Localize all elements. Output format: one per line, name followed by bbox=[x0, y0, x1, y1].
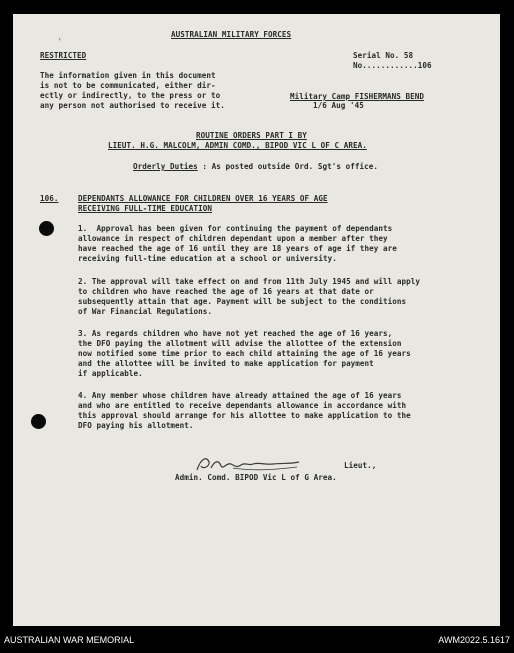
paragraph-line: 4. Any member whose children have already attained the age of 16 years bbox=[78, 391, 402, 400]
item-title-2: RECEIVING FULL-TIME EDUCATION bbox=[78, 204, 213, 213]
paragraph-line: the DFO paying the allotment will advise the allottee of the extension bbox=[78, 339, 402, 348]
paragraph-line: if applicable. bbox=[78, 369, 143, 378]
paragraph-line: 1. Approval has been given for continuing the payment of dependants bbox=[78, 224, 393, 233]
serial-number: Serial No. 58 bbox=[353, 51, 414, 60]
document-page bbox=[13, 14, 500, 626]
archive-footer bbox=[0, 627, 514, 653]
notice-line: ectly or indirectly, to the press or to bbox=[40, 91, 221, 100]
paragraph-line: subsequently attain that age. Payment will be subject to the conditions bbox=[78, 297, 407, 306]
title-line-1: ROUTINE ORDERS PART I BY bbox=[196, 131, 307, 140]
paragraph-line: and the allottee will be invited to make application for payment bbox=[78, 359, 374, 368]
header: AUSTRALIAN MILITARY FORCES bbox=[171, 30, 292, 39]
paragraph-line: this approval should arrange for his allottee to make application to the bbox=[78, 411, 411, 420]
footer-catalogue-id: AWM2022.5.1617 bbox=[438, 635, 510, 645]
notice-line: The information given in this document bbox=[40, 71, 216, 80]
punch-hole bbox=[39, 221, 54, 236]
signatory-title: Admin. Comd. BIPOD Vic L of G Area. bbox=[175, 473, 337, 482]
signatory-rank: Lieut., bbox=[344, 461, 377, 470]
notice-line: any person not authorised to receive it. bbox=[40, 101, 225, 110]
camp-name: Military Camp FISHERMANS BEND bbox=[290, 92, 425, 101]
paragraph-line: to children who have reached the age of 16 years at that date or bbox=[78, 287, 374, 296]
paragraph-line: 2. The approval will take effect on and from 11th July 1945 and will apply bbox=[78, 277, 421, 286]
paragraph-line: DFO paying his allotment. bbox=[78, 421, 194, 430]
paragraph-line: 3. As regards children who have not yet reached the age of 16 years, bbox=[78, 329, 393, 338]
title-line-2: LIEUT. H.G. MALCOLM, ADMIN COMD., BIPOD VIC L OF C AREA. bbox=[108, 141, 367, 150]
paragraph-line: have reached the age of 16 until they are 18 years of age if they are bbox=[78, 244, 397, 253]
notice-line: is not to be communicated, either dir- bbox=[40, 81, 216, 90]
paragraph-line: and who are entitled to receive dependants allowance in accordance with bbox=[78, 401, 407, 410]
punch-hole bbox=[31, 414, 46, 429]
paragraph-line: of War Financial Regulations. bbox=[78, 307, 213, 316]
item-title-1: DEPENDANTS ALLOWANCE FOR CHILDREN OVER 16 YEARS OF AGE bbox=[78, 194, 328, 203]
item-number: 106. bbox=[40, 194, 59, 203]
orderly-value: : As posted outside Ord. Sgt's office. bbox=[202, 162, 378, 171]
document-number: No............106 bbox=[353, 61, 432, 70]
pencil-mark: ‹ bbox=[58, 36, 62, 43]
paragraph-line: receiving full-time education at a school or university. bbox=[78, 254, 337, 263]
restricted-label: RESTRICTED bbox=[40, 51, 87, 60]
orderly-label: Orderly Duties bbox=[133, 162, 198, 171]
orderly-duties bbox=[133, 162, 378, 173]
paragraph-line: allowance in respect of children dependant upon a member after they bbox=[78, 234, 388, 243]
footer-source: AUSTRALIAN WAR MEMORIAL bbox=[4, 635, 135, 645]
order-date: 1/6 Aug '45 bbox=[313, 101, 364, 110]
paragraph-line: now notified some time prior to each child attaining the age of 16 years bbox=[78, 349, 411, 358]
